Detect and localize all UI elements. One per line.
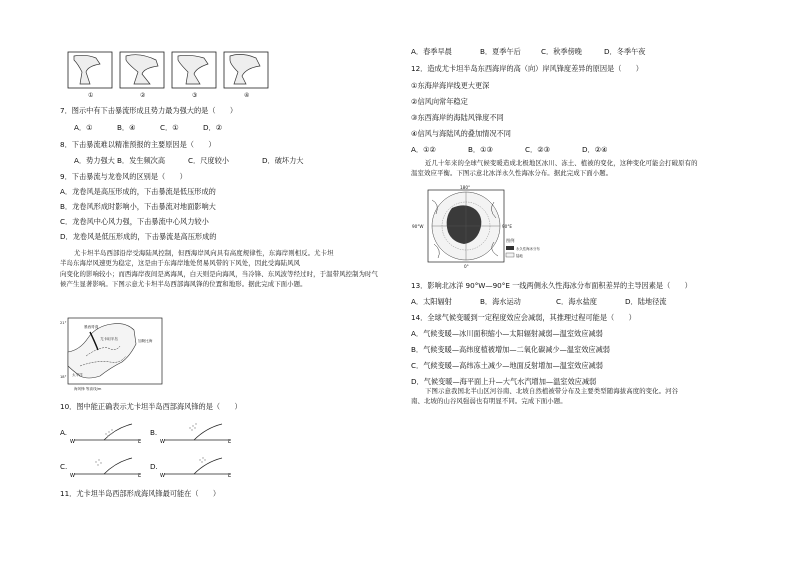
map2-legend-ice: 永久性海冰分布 bbox=[516, 247, 540, 251]
map1-gulf: 墨西哥湾 bbox=[84, 325, 99, 329]
map2-legend-title: 图例 bbox=[506, 238, 515, 243]
map2-right: 90°E bbox=[502, 224, 513, 229]
q9-option-a[interactable]: A．龙卷风是高压形成的，下击暴流是低压形成的 bbox=[60, 187, 216, 196]
q8-option-d[interactable]: D．破坏力大 bbox=[262, 156, 304, 165]
map1-caribbean: 加勒比海 bbox=[138, 339, 153, 343]
q13-option-b[interactable]: B．海水运动 bbox=[480, 297, 521, 306]
diagram-d-w: W bbox=[160, 473, 165, 479]
fig-label-2: ② bbox=[140, 92, 146, 99]
fig-label-1: ① bbox=[88, 92, 94, 99]
passage-arctic bbox=[411, 158, 741, 179]
map2-bottom: 0° bbox=[464, 264, 469, 269]
q7-option-d[interactable]: D．② bbox=[203, 123, 223, 132]
diagram-d-e: E bbox=[228, 473, 232, 479]
passage-line: 下图示意我国北半山区河谷南、北坡自然植被带分布及主要类型随海拔高度的变化。河谷 bbox=[425, 387, 679, 395]
q11-option-c[interactable]: C．秋季傍晚 bbox=[541, 47, 582, 56]
q11-option-d[interactable]: D．冬季午夜 bbox=[604, 47, 646, 56]
q7-option-b[interactable]: B．④ bbox=[117, 123, 136, 132]
q10-option-d-label[interactable]: D. bbox=[150, 462, 158, 471]
map1-lat-bottom: 18° bbox=[60, 375, 67, 379]
q9-option-b[interactable]: B．龙卷风形成时影响小，下击暴流对地面影响大 bbox=[60, 202, 216, 211]
q8-option-b[interactable]: B．发生频次高 bbox=[117, 156, 166, 165]
q9-option-d[interactable]: D．龙卷风是低压形成的，下击暴流是高压形成的 bbox=[60, 232, 217, 241]
q11-option-a[interactable]: A．春季早晨 bbox=[411, 47, 452, 56]
q12-stem: 12．造成尤卡坦半岛东西海岸的高（向）岸风锋度差异的原因是（ ） bbox=[411, 64, 643, 73]
map1-legend: 海风锋 等高线/m bbox=[74, 387, 102, 391]
passage-line: 温室效应平衡。下图示意北冰洋永久性海冰分布。据此完成下面小题。 bbox=[411, 169, 613, 178]
downburst-profile-figure bbox=[66, 50, 278, 100]
q8-stem: 8．下击暴流难以精准预报的主要原因是（ ） bbox=[60, 140, 216, 149]
q7-option-c[interactable]: C．① bbox=[160, 123, 179, 132]
diagram-c-e: E bbox=[138, 473, 142, 479]
q12-option-d[interactable]: D．②④ bbox=[582, 145, 608, 154]
q8-option-c[interactable]: C．尺度较小 bbox=[188, 156, 229, 165]
q10-stem: 10．图中能正确表示尤卡坦半岛西部海风锋的是（ ） bbox=[60, 402, 242, 411]
q10-diagram-b bbox=[160, 418, 234, 448]
passage-valley bbox=[411, 386, 741, 407]
q12-option-c[interactable]: C．②③ bbox=[525, 145, 551, 154]
q9-stem: 9．下击暴流与龙卷风的区别是（ ） bbox=[60, 172, 187, 181]
q11-option-b[interactable]: B．夏季午后 bbox=[480, 47, 521, 56]
q12-option-b[interactable]: B．①③ bbox=[468, 145, 494, 154]
q13-option-d[interactable]: D．陆地径流 bbox=[625, 297, 667, 306]
map2-legend-land: 陆地 bbox=[516, 254, 523, 258]
q14-option-c[interactable]: C．气候变暖—高纬冻土减少—地面反射增加—温室效应减弱 bbox=[411, 361, 603, 370]
arctic-map-svg bbox=[410, 184, 550, 270]
passage-line: 向变化的影响较小；而西海岸夜间是离海风，白天则是向海风，当冷锋、东风波等经过时，于温带风控制为时气 bbox=[60, 269, 379, 278]
diagram-d-svg bbox=[160, 452, 234, 482]
passage-line: 半岛东海岸风速更为稳定，这是由于东海岸地处贸易风带的下风处，因此受海陆风风 bbox=[60, 259, 301, 268]
q10-diagram-a bbox=[70, 418, 144, 448]
diagram-a-svg bbox=[70, 418, 144, 448]
q14-stem: 14．全球气候变暖到一定程度效应会减弱，其推理过程可能是（ ） bbox=[411, 313, 636, 322]
passage-line: 南、北坡的山谷风强弱也有明显不同。完成下面小题。 bbox=[411, 397, 567, 406]
q8-option-a[interactable]: A．势力强大 bbox=[74, 156, 115, 165]
diagram-c-svg bbox=[70, 452, 144, 482]
q10-option-a-label[interactable]: A. bbox=[60, 428, 68, 437]
diagram-a-e: E bbox=[138, 439, 142, 445]
q13-stem: 13．影响北冰洋 90°W—90°E 一线两侧永久性海冰分布面积差异的主导因素是（ ） bbox=[411, 281, 692, 290]
q12-option-a[interactable]: A．①② bbox=[411, 145, 436, 154]
q12-item-1: ①东海岸海岸线更大更深 bbox=[411, 81, 490, 90]
passage-line: 候产生显著影响。下图示意尤卡坦半岛西部海风锋的位置和地形。据此完成下面小题。 bbox=[60, 279, 307, 288]
q12-item-4: ④信风与海陆风的叠加情况不同 bbox=[411, 129, 511, 138]
yucatan-map bbox=[60, 316, 164, 392]
fig-label-4: ④ bbox=[244, 92, 250, 99]
q10-diagram-c bbox=[70, 452, 144, 482]
map2-top: 180° bbox=[460, 185, 471, 190]
q12-item-2: ②信风向常年稳定 bbox=[411, 97, 468, 106]
diagram-b-svg bbox=[160, 418, 234, 448]
fig-label-3: ③ bbox=[192, 92, 198, 99]
passage-yucatan bbox=[60, 248, 390, 289]
q13-option-c[interactable]: C．海水盐度 bbox=[556, 297, 597, 306]
map1-lat-top: 21° bbox=[60, 321, 67, 325]
downburst-profiles-svg bbox=[66, 50, 278, 100]
arctic-sea-ice-map bbox=[410, 184, 550, 270]
q14-option-d[interactable]: D．气候变暖—海平面上升—大气水汽增加—温室效应减弱 bbox=[411, 377, 597, 386]
q14-option-a[interactable]: A．气候变暖—冰川面积缩小—太阳辐射减弱—温室效应减弱 bbox=[411, 329, 603, 338]
q13-option-a[interactable]: A．太阳辐射 bbox=[411, 297, 452, 306]
q7-option-a[interactable]: A．① bbox=[74, 123, 93, 132]
map2-left: 90°W bbox=[412, 224, 424, 229]
yucatan-map-svg bbox=[60, 316, 164, 392]
map1-peninsula: 尤卡坦半岛 bbox=[100, 337, 118, 341]
diagram-a-w: W bbox=[70, 439, 75, 445]
q11-stem: 11．尤卡坦半岛西部形成海风锋最可能在（ ） bbox=[60, 489, 221, 498]
diagram-b-w: W bbox=[160, 439, 165, 445]
map1-pacific: 太平洋 bbox=[72, 373, 83, 377]
passage-line: 尤卡坦半岛西部沿岸受海陆风控制，但西海岸风向具有高度规律性，东海岸则相反。尤卡坦 bbox=[74, 249, 334, 257]
q14-option-b[interactable]: B．气候变暖—高纬度植被增加—二氧化碳减少—温室效应减弱 bbox=[411, 345, 610, 354]
q10-option-b-label[interactable]: B. bbox=[150, 428, 158, 437]
q9-option-c[interactable]: C．龙卷风中心风力强，下击暴流中心风力较小 bbox=[60, 217, 209, 226]
passage-line: 近几十年来的全球气候变暖造成北极地区冰川、冻土、植被的变化，这种变化可能会打破原有的 bbox=[425, 159, 698, 167]
q12-item-3: ③东西海岸的海陆风锋度不同 bbox=[411, 113, 504, 122]
q10-diagram-d bbox=[160, 452, 234, 482]
diagram-b-e: E bbox=[228, 439, 232, 445]
diagram-c-w: W bbox=[70, 473, 75, 479]
q10-option-c-label[interactable]: C. bbox=[60, 462, 68, 471]
q7-stem: 7．图示中有下击暴流形成且势力最为强大的是（ ） bbox=[60, 106, 238, 115]
